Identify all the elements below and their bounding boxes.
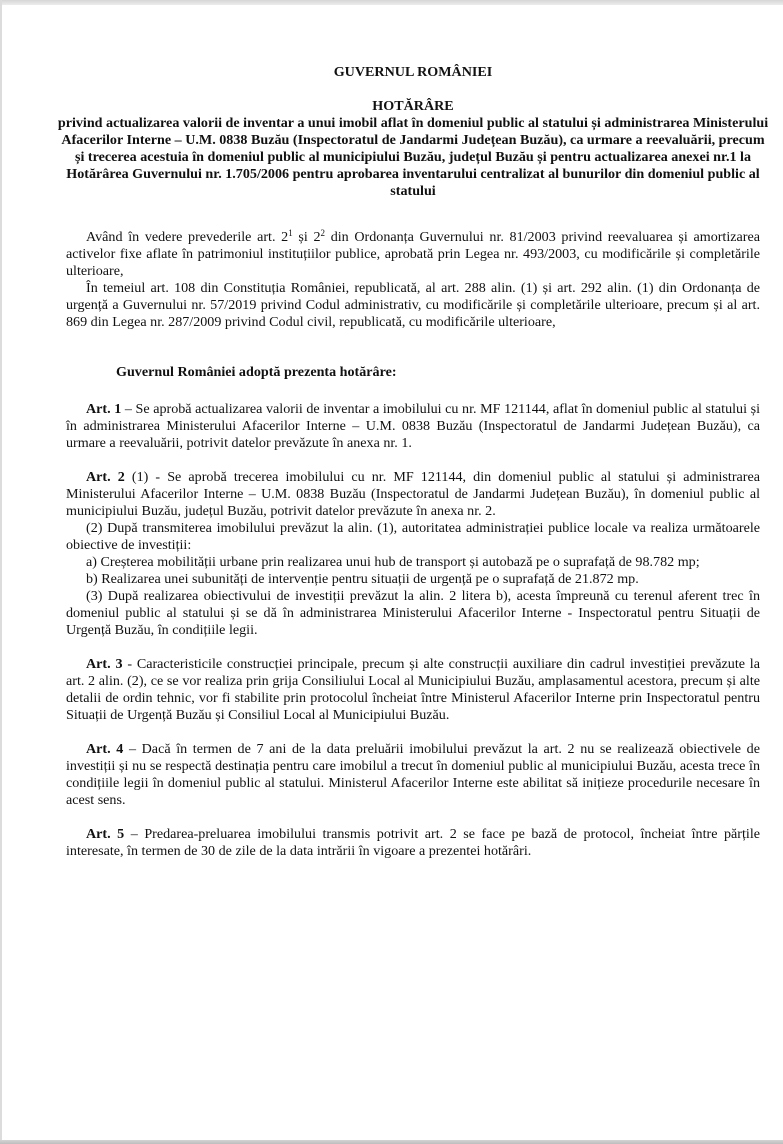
article-3 [66,656,760,724]
article-4 [66,741,760,809]
article-paragraph [66,826,760,860]
superscript: 1 [288,228,293,238]
article-paragraph [66,401,760,452]
adoption-statement: Guvernul României adoptă prezenta hotărâre: [116,364,397,380]
article-paragraph: a) Creșterea mobilității urbane prin realizarea unui hub de transport și autobază pe o suprafață de 98.782 mp; [86,554,700,570]
preamble-paragraph-1 [66,229,760,280]
article-paragraph: b) Realizarea unei subunități de intervenție pentru situații de urgență pe o suprafață de 21.872 mp. [86,571,639,587]
superscript: 2 [320,228,326,238]
page-frame-top [0,0,783,5]
article-label: Art. 3 [86,656,123,672]
article-1 [66,401,760,452]
article-text: - Caracteristicile construcției principale, precum și alte construcții auxiliare din cadrul investiției prevăzute la art. 2 alin. (2), ce se vor realiza prin grija Consiliului Local al Municipiului Buzău, amplasamentul acestora, precum și alte detalii de ordin tehnic, vor fi stabilite prin protocolul încheiat între Ministerul Afacerilor Interne prin Inspectoratul pentru Situații de Urgență Buzău și Consiliul Local al Municipiului Buzău. [66,656,760,723]
preamble-text: și 2 [292,229,321,245]
article-5 [66,826,760,860]
preamble-text: Având în vedere prevederile art. 2 [86,229,289,245]
article-label: Art. 5 [86,826,125,842]
preamble-paragraph-2: În temeiul art. 108 din Constituția României, republicată, al art. 288 alin. (1) și art. 292 alin. (1) din Ordonanța de urgență a Guvernului nr. 57/2019 privind Codul administrativ, cu modificările și completările ulterioare, precum și al art. 869 din Legea nr. 287/2009 privind Codul civil, republicată, cu modificările ulterioare, [66,280,760,330]
government-title: GUVERNUL ROMÂNIEI [333,64,493,80]
article-text: – Se aprobă actualizarea valorii de inventar a imobilului cu nr. MF 121144, aflat în domeniul public al statului și în administrarea Ministerului Afacerilor Interne – U.M. 0838 Buzău (Inspectoratul de Jandarmi Județean Buzău), ca urmare a reevaluării, potrivit datelor prevăzute în anexa nr. 1. [66,401,760,451]
preamble [66,229,760,331]
document-type: HOTĂRÂRE [372,98,454,114]
article-paragraph: (3) După realizarea obiectivului de investiții prevăzut la alin. 2 litera b), acesta împreună cu terenul aferent trec în domeniul public al statului și se dă în administrarea Ministerului Afacerilor Interne - Inspectoratul pentru Situații de Urgență Buzău, în condițiile legii. [66,588,760,638]
article-paragraph [66,469,760,520]
page-frame-bottom [0,1140,783,1144]
preamble-text: din Ordonanța Guvernului nr. 81/2003 privind reevaluarea și amortizarea activelor fixe aflate în patrimoniul instituțiilor publice, aprobată prin Legea nr. 493/2003, cu modificările și completările ulterioare, [66,229,760,279]
document-subject: privind actualizarea valorii de inventar a unui imobil aflat în domeniul public al statului și administrarea Ministerului Afacerilor Interne – U.M. 0838 Buzău (Inspectoratul de Jandarmi Județean Buzău), ca urmare a reevaluării, precum și trecerea acestuia în domeniul public al municipiului Buzău, județul Buzău și pentru actualizarea anexei nr.1 la Hotărârea Guvernului nr. 1.705/2006 pentru aprobarea inventarului centralizat al bunurilor din domeniul public al statului [57,115,769,199]
article-paragraph: (2) După transmiterea imobilului prevăzut la alin. (1), autoritatea administrației publice locale va realiza următoarele obiective de investiții: [66,520,760,553]
document-page [57,64,769,860]
article-2 [66,469,760,639]
article-text: – Dacă în termen de 7 ani de la data preluării imobilului prevăzut la art. 2 nu se realizează obiectivele de investiții și nu se respectă destinația pentru care imobilul a trecut în domeniul public al municipiului Buzău, acesta trece în condițiile legii în domeniul public al statului. Ministerul Afacerilor Interne este abilitat să inițieze procedurile necesare în acest sens. [66,741,760,808]
page-frame-left [0,0,2,1144]
article-label: Art. 1 [86,401,122,417]
article-label: Art. 2 [86,469,125,485]
article-text: – Predarea-preluarea imobilului transmis potrivit art. 2 se face pe bază de protocol, încheiat între părțile interesate, în termen de 30 de zile de la data intrării în vigoare a prezentei hotărâri. [66,826,760,859]
article-paragraph [66,741,760,809]
article-paragraph [66,656,760,724]
article-text: (1) - Se aprobă trecerea imobilului cu nr. MF 121144, din domeniul public al statului și administrarea Ministerului Afacerilor Interne – U.M. 0838 Buzău (Inspectoratul de Jandarmi Județean Buzău), în domeniul public al municipiului Buzău, județul Buzău, potrivit datelor prevăzute în anexa nr. 2. [66,469,760,519]
article-label: Art. 4 [86,741,124,757]
